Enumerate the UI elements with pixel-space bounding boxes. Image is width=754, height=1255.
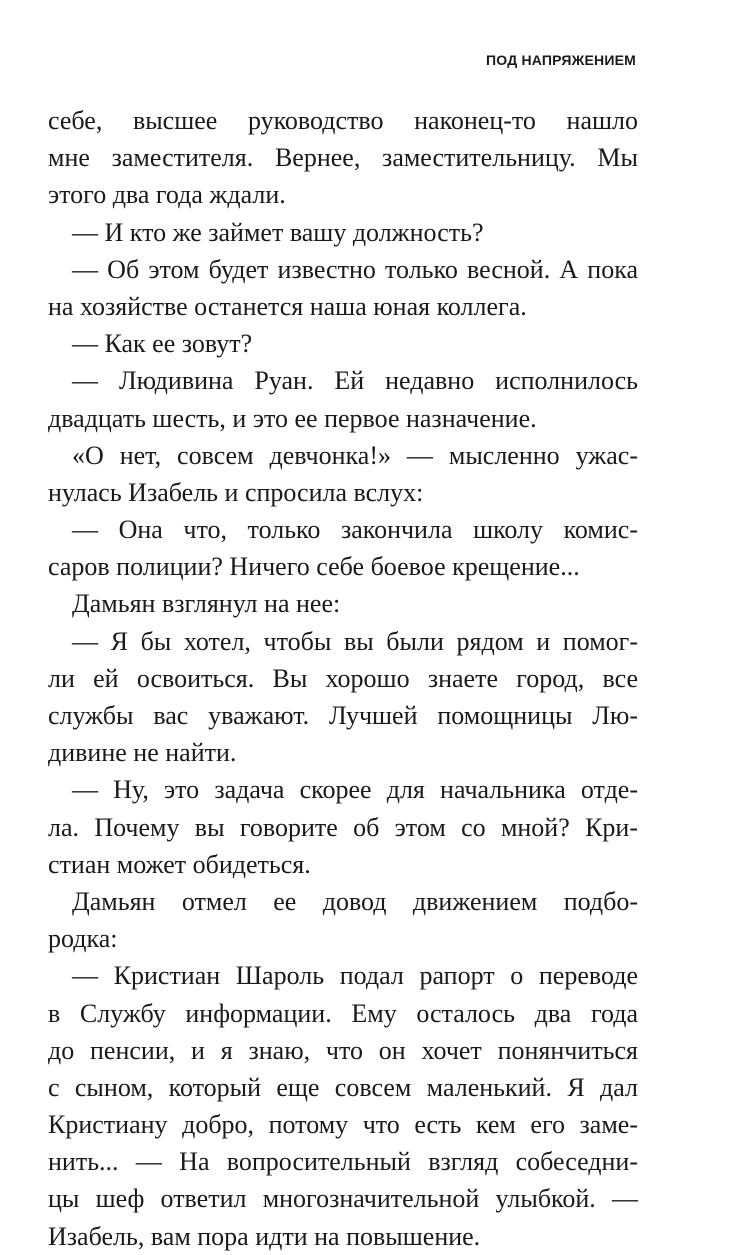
text-line: стиан может обидеться.	[48, 849, 311, 879]
text-line: — Людивина Руан. Ей недавно исполнилось	[72, 366, 638, 396]
text-line: — Она что, только закончила школу комис-	[72, 515, 638, 545]
text-line: Дамьян отмел ее довод движением подбо-	[72, 886, 638, 916]
text-line: службы вас уважают. Лучшей помощницы Лю-	[48, 701, 638, 730]
text-line: себе, высшее руководство наконец-то нашло	[48, 106, 638, 135]
text-line: родка:	[48, 924, 118, 954]
text-line: этого два года ждали.	[48, 180, 286, 210]
text-line: цы шеф ответил многозначительной улыбкой. —	[48, 1184, 638, 1214]
text-line: до пенсии, и я знаю, что он хочет понянчиться	[48, 1035, 638, 1065]
text-line: двадцать шесть, и это ее первое назначение.	[48, 403, 537, 433]
running-head-title: ПОД НАПРЯЖЕНИЕМ	[486, 52, 636, 68]
text-line: — И кто же займет вашу должность?	[72, 217, 484, 247]
text-line: Кристиану добро, потому что есть кем его заме-	[48, 1110, 638, 1140]
text-line: ли ей освоиться. Вы хорошо знаете город, все	[48, 663, 638, 693]
text-line: — Как ее зовут?	[72, 329, 253, 359]
text-line: — Об этом будет известно только весной. А пока	[72, 254, 638, 284]
text-line: мне заместителя. Вернее, заместительницу. Мы	[48, 143, 638, 173]
text-line: в Службу информации. Ему осталось два года	[48, 998, 638, 1028]
text-line: ла. Почему вы говорите об этом со мной? Кри-	[48, 812, 638, 842]
text-line: Изабель, вам пора идти на повышение.	[48, 1221, 481, 1251]
text-line: с сыном, который еще совсем маленький. Я дал	[48, 1072, 638, 1102]
text-line: — Я бы хотел, чтобы вы были рядом и помог-	[72, 626, 638, 656]
text-line: саров полиции? Ничего себе боевое крещение...	[48, 552, 580, 582]
text-line: — Кристиан Шароль подал рапорт о переводе	[72, 961, 638, 991]
text-line: нулась Изабель и спросила вслух:	[48, 477, 424, 507]
text-line: нить... — На вопросительный взгляд собеседни-	[48, 1147, 638, 1177]
text-line: «О нет, совсем девчонка!» — мысленно ужас-	[72, 440, 638, 470]
text-line: на хозяйстве останется наша юная коллега.	[48, 291, 527, 321]
text-line: дивине не найти.	[48, 738, 237, 768]
page-body-text	[48, 102, 638, 1255]
text-line: Дамьян взглянул на нее:	[72, 589, 341, 619]
text-line: — Ну, это задача скорее для начальника отде-	[72, 775, 638, 805]
